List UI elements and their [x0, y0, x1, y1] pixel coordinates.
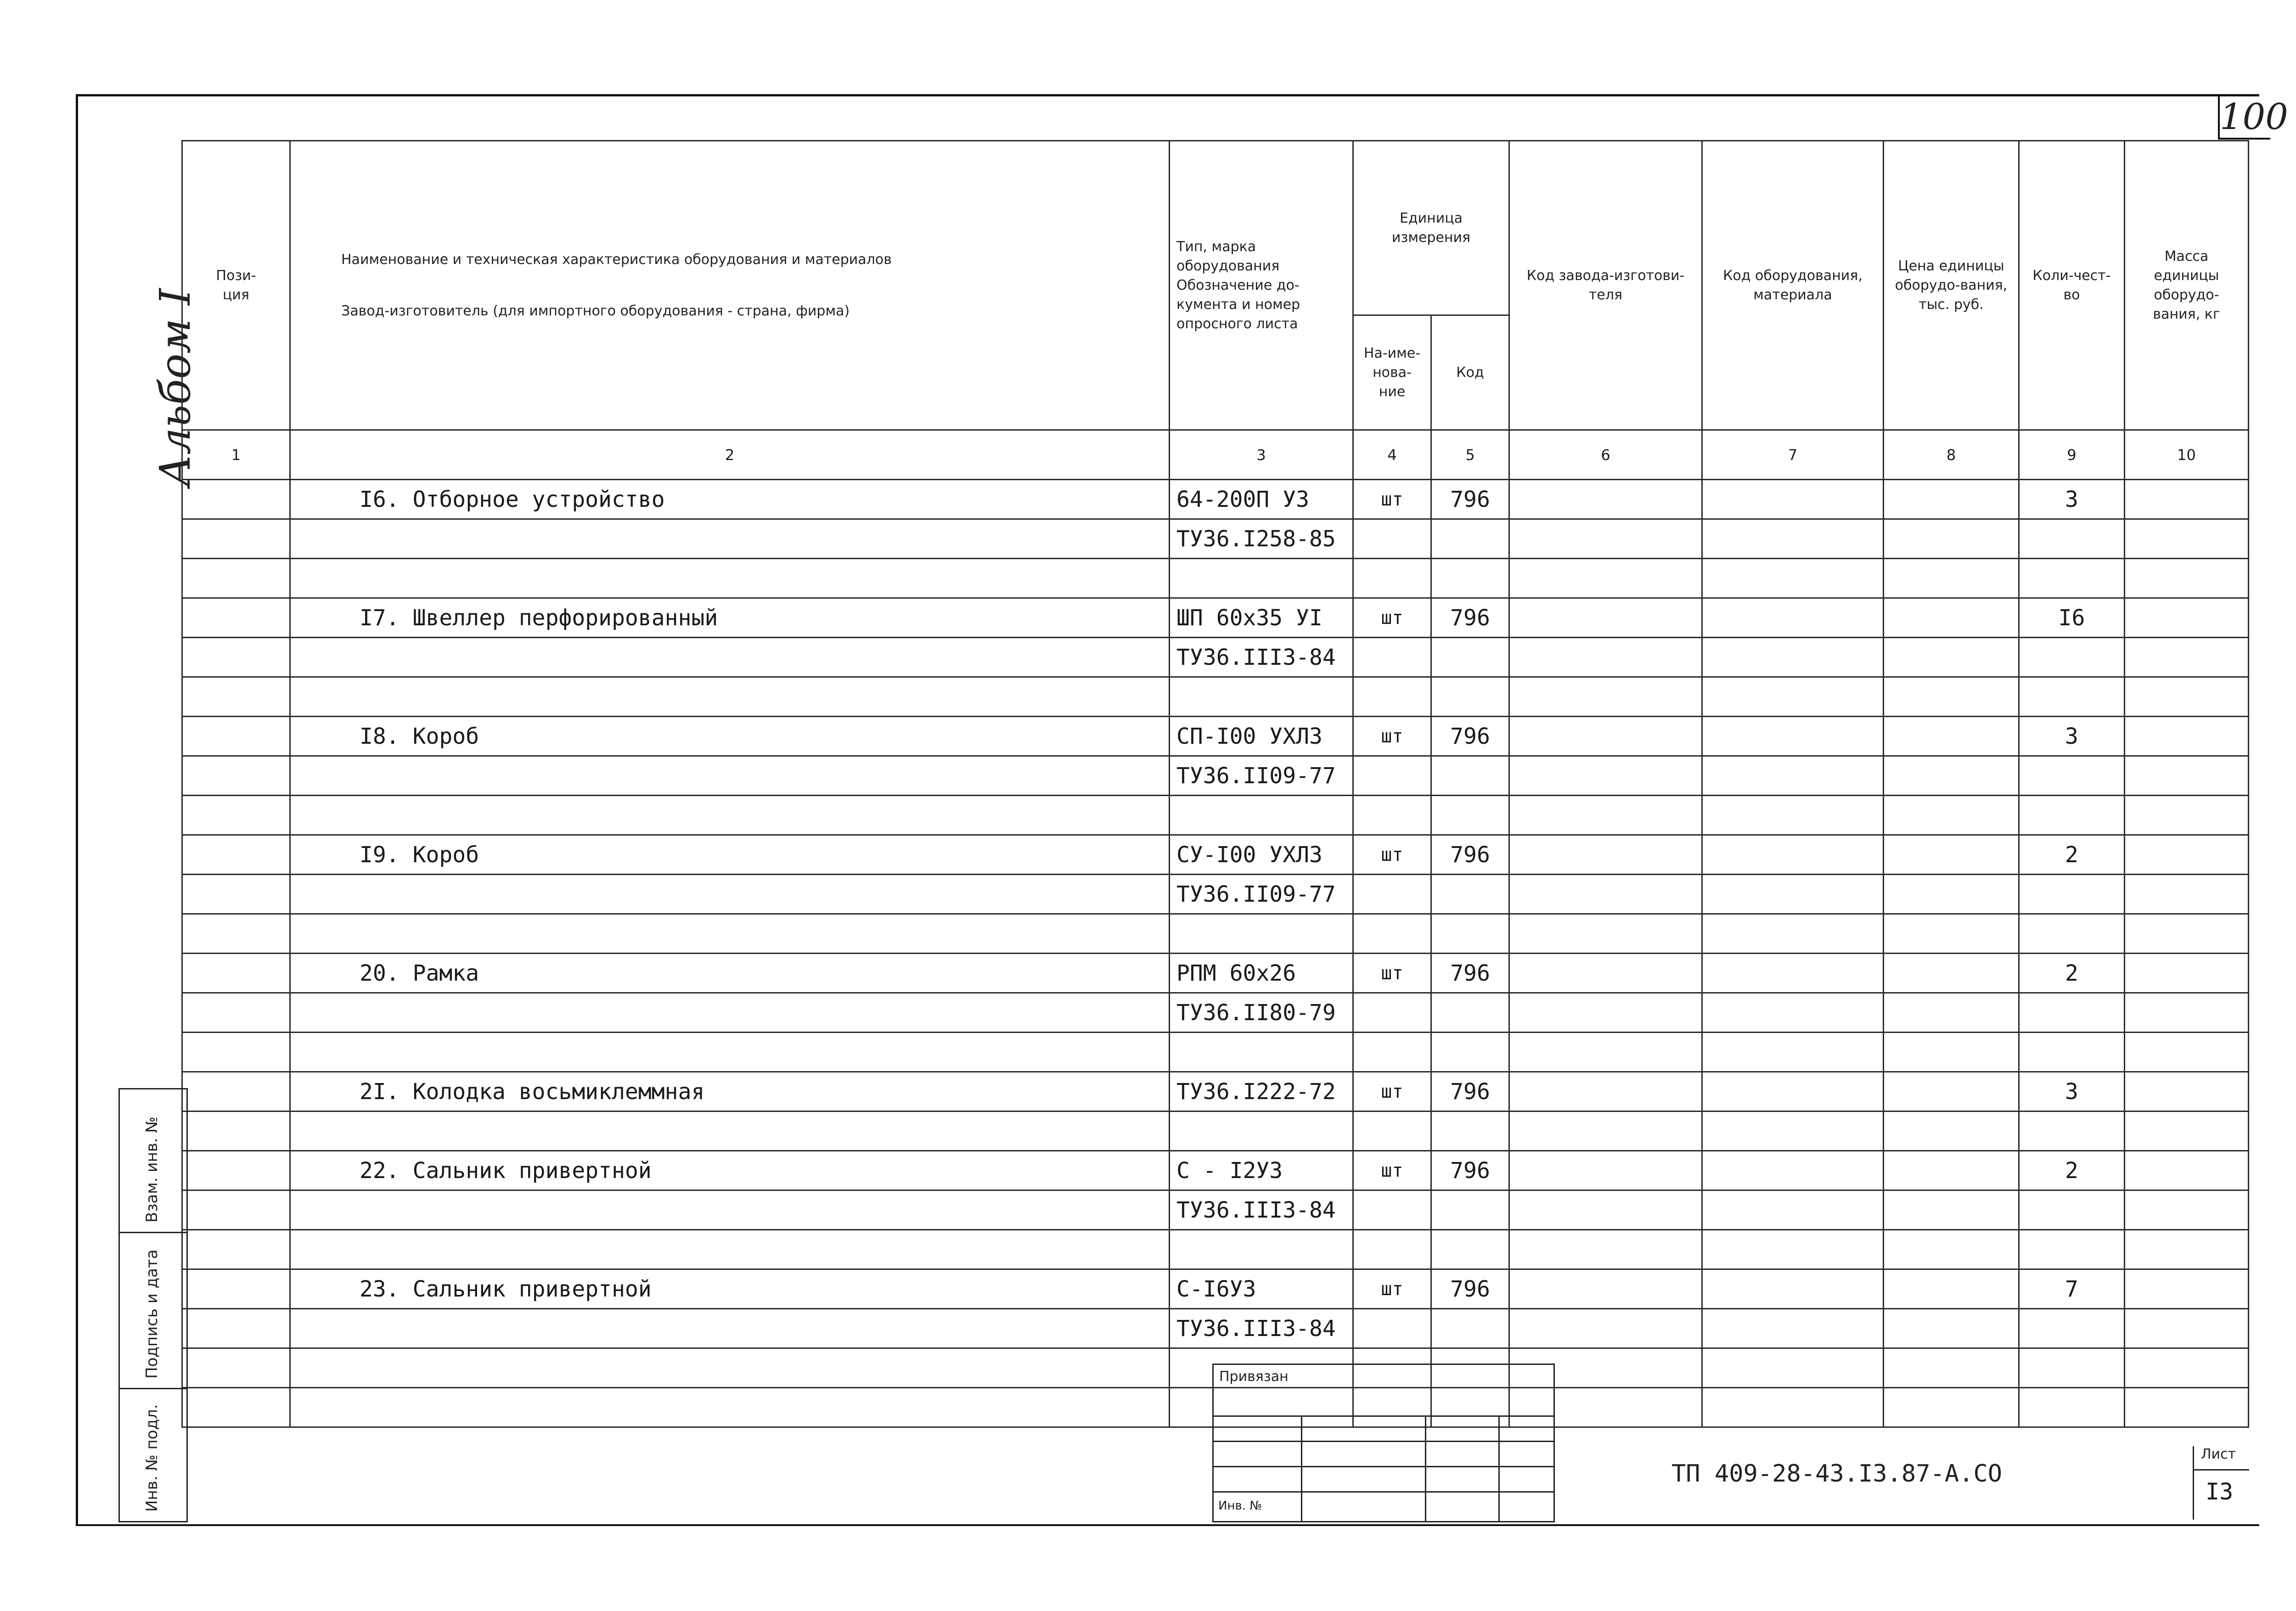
- price-cell: [1884, 519, 2019, 559]
- item-type-cell: [1170, 559, 1353, 598]
- position-cell: [182, 1033, 290, 1072]
- unit-name-cell: шт: [1353, 1151, 1431, 1190]
- price-cell: [1884, 1033, 2019, 1072]
- item-name-cell: [290, 875, 1170, 914]
- price-cell: [1884, 1309, 2019, 1348]
- vendor-code-cell: [1509, 756, 1702, 796]
- equipment-code-cell: [1702, 875, 1884, 914]
- item-name-cell: [290, 1309, 1170, 1348]
- item-type-cell: [1170, 914, 1353, 954]
- unit-name-cell: [1353, 875, 1431, 914]
- side-stamp: [118, 1088, 188, 1522]
- unit-code-cell: [1431, 796, 1509, 835]
- price-cell: [1884, 954, 2019, 993]
- position-cell: [182, 1151, 290, 1190]
- unit-code-cell: [1431, 914, 1509, 954]
- item-name-cell: [290, 638, 1170, 677]
- quantity-cell: [2019, 875, 2125, 914]
- vendor-code-cell: [1509, 1033, 1702, 1072]
- equipment-code-cell: [1702, 717, 1884, 756]
- price-cell: [1884, 559, 2019, 598]
- item-type-cell: [1170, 1230, 1353, 1269]
- vendor-code-cell: [1509, 559, 1702, 598]
- item-name-cell: I6. Отборное устройство: [290, 480, 1170, 519]
- item-name-cell: [290, 1348, 1170, 1388]
- item-type-cell: ТУ36.I258-85: [1170, 519, 1353, 559]
- table-row: [182, 1072, 2249, 1111]
- position-cell: [182, 1309, 290, 1348]
- unit-name-cell: шт: [1353, 1072, 1431, 1111]
- mass-cell: [2125, 519, 2249, 559]
- equipment-code-cell: [1702, 1348, 1884, 1388]
- table-row: [182, 875, 2249, 914]
- position-cell: [182, 638, 290, 677]
- unit-name-cell: [1353, 559, 1431, 598]
- item-type-cell: ТУ36.I222-72: [1170, 1072, 1353, 1111]
- table-row: [182, 638, 2249, 677]
- item-name-cell: 2I. Колодка восьмиклеммная: [290, 1072, 1170, 1111]
- equipment-code-cell: [1702, 519, 1884, 559]
- item-type-cell: С - I2УЗ: [1170, 1151, 1353, 1190]
- item-type-cell: ТУ36.III3-84: [1170, 1190, 1353, 1230]
- unit-code-cell: [1431, 638, 1509, 677]
- vendor-code-cell: [1509, 598, 1702, 638]
- unit-name-cell: [1353, 638, 1431, 677]
- header-unit-name: На-име-нова-ние: [1353, 315, 1431, 430]
- header-name: [290, 141, 1170, 430]
- quantity-cell: [2019, 1033, 2125, 1072]
- quantity-cell: [2019, 993, 2125, 1033]
- vendor-code-cell: [1509, 1111, 1702, 1151]
- bound-label: Привязан: [1219, 1369, 1289, 1385]
- unit-code-cell: [1431, 1190, 1509, 1230]
- price-cell: [1884, 677, 2019, 717]
- unit-name-cell: [1353, 914, 1431, 954]
- column-number: 7: [1702, 430, 1884, 480]
- price-cell: [1884, 1151, 2019, 1190]
- equipment-code-cell: [1702, 638, 1884, 677]
- unit-name-cell: [1353, 519, 1431, 559]
- position-cell: [182, 1348, 290, 1388]
- item-name-cell: I7. Швеллер перфорированный: [290, 598, 1170, 638]
- item-name-cell: 20. Рамка: [290, 954, 1170, 993]
- quantity-cell: [2019, 677, 2125, 717]
- item-name-cell: [290, 796, 1170, 835]
- mass-cell: [2125, 559, 2249, 598]
- column-number: 1: [182, 430, 290, 480]
- equipment-code-cell: [1702, 1111, 1884, 1151]
- position-cell: [182, 519, 290, 559]
- item-type-cell: СП-I00 УХЛЗ: [1170, 717, 1353, 756]
- unit-name-cell: [1353, 1230, 1431, 1269]
- unit-name-cell: шт: [1353, 1269, 1431, 1309]
- vendor-code-cell: [1509, 835, 1702, 875]
- table-row: [182, 519, 2249, 559]
- price-cell: [1884, 1190, 2019, 1230]
- specification-table: [181, 140, 2249, 1428]
- item-type-cell: ТУ36.II09-77: [1170, 756, 1353, 796]
- vendor-code-cell: [1509, 1072, 1702, 1111]
- item-name-cell: [290, 677, 1170, 717]
- vendor-code-cell: [1509, 993, 1702, 1033]
- stamp-label-replaced: Взам. инв. №: [143, 1117, 161, 1223]
- vendor-code-cell: [1509, 717, 1702, 756]
- mass-cell: [2125, 1348, 2249, 1388]
- position-cell: [182, 835, 290, 875]
- unit-name-cell: [1353, 993, 1431, 1033]
- price-cell: [1884, 993, 2019, 1033]
- unit-code-cell: 796: [1431, 480, 1509, 519]
- mass-cell: [2125, 1269, 2249, 1309]
- equipment-code-cell: [1702, 559, 1884, 598]
- position-cell: [182, 677, 290, 717]
- item-name-cell: [290, 993, 1170, 1033]
- mass-cell: [2125, 756, 2249, 796]
- price-cell: [1884, 638, 2019, 677]
- item-type-cell: РПМ 60х26: [1170, 954, 1353, 993]
- unit-name-cell: [1353, 796, 1431, 835]
- quantity-cell: [2019, 638, 2125, 677]
- mass-cell: [2125, 1190, 2249, 1230]
- table-row: [182, 954, 2249, 993]
- sheet-number: I3: [2206, 1478, 2234, 1505]
- vendor-code-cell: [1509, 638, 1702, 677]
- position-cell: [182, 1269, 290, 1309]
- quantity-cell: [2019, 1309, 2125, 1348]
- table-row: [182, 1033, 2249, 1072]
- unit-code-cell: [1431, 519, 1509, 559]
- sheet-box: [2193, 1446, 2249, 1520]
- quantity-cell: 2: [2019, 835, 2125, 875]
- header-vendor-code: Код завода-изготови-теля: [1509, 141, 1702, 430]
- quantity-cell: I6: [2019, 598, 2125, 638]
- position-cell: [182, 1111, 290, 1151]
- price-cell: [1884, 835, 2019, 875]
- vendor-code-cell: [1509, 1151, 1702, 1190]
- mass-cell: [2125, 1309, 2249, 1348]
- position-cell: [182, 914, 290, 954]
- column-number: 6: [1509, 430, 1702, 480]
- equipment-code-cell: [1702, 1033, 1884, 1072]
- item-name-cell: 23. Сальник привертной: [290, 1269, 1170, 1309]
- equipment-code-cell: [1702, 1269, 1884, 1309]
- mass-cell: [2125, 1033, 2249, 1072]
- table-row: [182, 1151, 2249, 1190]
- vendor-code-cell: [1509, 480, 1702, 519]
- document-number: ТП 409-28-43.I3.87-А.СО: [1671, 1460, 2003, 1488]
- mass-cell: [2125, 1072, 2249, 1111]
- unit-name-cell: [1353, 677, 1431, 717]
- table-row: [182, 1269, 2249, 1309]
- equipment-code-cell: [1702, 480, 1884, 519]
- item-type-cell: ТУ36.II80-79: [1170, 993, 1353, 1033]
- table-row: [182, 993, 2249, 1033]
- page-number: 100: [2218, 96, 2270, 140]
- table-row: [182, 1230, 2249, 1269]
- vendor-code-cell: [1509, 519, 1702, 559]
- price-cell: [1884, 1230, 2019, 1269]
- equipment-code-cell: [1702, 1388, 1884, 1427]
- price-cell: [1884, 717, 2019, 756]
- unit-code-cell: 796: [1431, 717, 1509, 756]
- mass-cell: [2125, 677, 2249, 717]
- unit-code-cell: [1431, 1111, 1509, 1151]
- mass-cell: [2125, 875, 2249, 914]
- position-cell: [182, 717, 290, 756]
- position-cell: [182, 954, 290, 993]
- column-number: 4: [1353, 430, 1431, 480]
- price-cell: [1884, 914, 2019, 954]
- equipment-code-cell: [1702, 954, 1884, 993]
- equipment-code-cell: [1702, 1190, 1884, 1230]
- quantity-cell: 3: [2019, 480, 2125, 519]
- unit-code-cell: 796: [1431, 835, 1509, 875]
- vendor-code-cell: [1509, 677, 1702, 717]
- mass-cell: [2125, 835, 2249, 875]
- item-name-cell: I9. Короб: [290, 835, 1170, 875]
- mass-cell: [2125, 638, 2249, 677]
- quantity-cell: [2019, 796, 2125, 835]
- item-name-cell: 22. Сальник привертной: [290, 1151, 1170, 1190]
- title-block-bound: [1212, 1364, 1555, 1522]
- mass-cell: [2125, 914, 2249, 954]
- item-type-cell: ТУ36.II09-77: [1170, 875, 1353, 914]
- item-name-cell: [290, 1190, 1170, 1230]
- equipment-code-cell: [1702, 756, 1884, 796]
- item-type-cell: [1170, 1111, 1353, 1151]
- item-type-cell: [1170, 677, 1353, 717]
- price-cell: [1884, 1072, 2019, 1111]
- column-number: 3: [1170, 430, 1353, 480]
- mass-cell: [2125, 1230, 2249, 1269]
- price-cell: [1884, 756, 2019, 796]
- header-name-line2: Завод-изготовитель (для импортного оборудования - страна, фирма): [341, 303, 850, 319]
- price-cell: [1884, 1111, 2019, 1151]
- column-number: 8: [1884, 430, 2019, 480]
- item-type-cell: ШП 60х35 УI: [1170, 598, 1353, 638]
- stamp-cell: [120, 1232, 186, 1389]
- position-cell: [182, 598, 290, 638]
- position-cell: [182, 1230, 290, 1269]
- inv-label: Инв. №: [1218, 1499, 1262, 1513]
- equipment-code-cell: [1702, 1309, 1884, 1348]
- quantity-cell: [2019, 1348, 2125, 1388]
- header-equipment-code: Код оборудования, материала: [1702, 141, 1884, 430]
- quantity-cell: [2019, 1230, 2125, 1269]
- item-type-cell: 64-200П УЗ: [1170, 480, 1353, 519]
- table-row: [182, 796, 2249, 835]
- equipment-code-cell: [1702, 796, 1884, 835]
- position-cell: [182, 1072, 290, 1111]
- column-number: 10: [2125, 430, 2249, 480]
- price-cell: [1884, 598, 2019, 638]
- item-type-cell: ТУ36.III3-84: [1170, 1309, 1353, 1348]
- unit-code-cell: [1431, 756, 1509, 796]
- unit-name-cell: шт: [1353, 954, 1431, 993]
- item-type-cell: [1170, 1033, 1353, 1072]
- unit-code-cell: 796: [1431, 1072, 1509, 1111]
- sheet-label: Лист: [2201, 1446, 2236, 1462]
- table-row: [182, 717, 2249, 756]
- unit-name-cell: шт: [1353, 480, 1431, 519]
- mass-cell: [2125, 1111, 2249, 1151]
- column-number: 5: [1431, 430, 1509, 480]
- table-row: [182, 835, 2249, 875]
- position-cell: [182, 1190, 290, 1230]
- mass-cell: [2125, 598, 2249, 638]
- vendor-code-cell: [1509, 875, 1702, 914]
- table-row: [182, 559, 2249, 598]
- position-cell: [182, 993, 290, 1033]
- price-cell: [1884, 1388, 2019, 1427]
- item-name-cell: [290, 559, 1170, 598]
- position-cell: [182, 480, 290, 519]
- mass-cell: [2125, 1388, 2249, 1427]
- item-name-cell: [290, 756, 1170, 796]
- stamp-cell: [120, 1388, 186, 1520]
- position-cell: [182, 796, 290, 835]
- item-type-cell: ТУ36.III3-84: [1170, 638, 1353, 677]
- header-unit-code: Код: [1431, 315, 1509, 430]
- unit-code-cell: [1431, 1230, 1509, 1269]
- header-name-line1: Наименование и техническая характеристика оборудования и материалов: [341, 251, 892, 268]
- mass-cell: [2125, 480, 2249, 519]
- quantity-cell: [2019, 559, 2125, 598]
- unit-code-cell: 796: [1431, 598, 1509, 638]
- table-row: [182, 1111, 2249, 1151]
- item-name-cell: [290, 1388, 1170, 1427]
- item-name-cell: [290, 1033, 1170, 1072]
- table-row: [182, 480, 2249, 519]
- unit-name-cell: [1353, 1033, 1431, 1072]
- price-cell: [1884, 480, 2019, 519]
- mass-cell: [2125, 954, 2249, 993]
- quantity-cell: [2019, 1111, 2125, 1151]
- quantity-cell: [2019, 914, 2125, 954]
- position-cell: [182, 875, 290, 914]
- mass-cell: [2125, 1151, 2249, 1190]
- unit-name-cell: шт: [1353, 717, 1431, 756]
- quantity-cell: [2019, 1388, 2125, 1427]
- vendor-code-cell: [1509, 1230, 1702, 1269]
- quantity-cell: 3: [2019, 717, 2125, 756]
- unit-name-cell: [1353, 1309, 1431, 1348]
- quantity-cell: [2019, 1190, 2125, 1230]
- header-mass: Масса единицы оборудо-вания, кг: [2125, 141, 2249, 430]
- vendor-code-cell: [1509, 796, 1702, 835]
- unit-code-cell: [1431, 875, 1509, 914]
- unit-code-cell: 796: [1431, 1269, 1509, 1309]
- equipment-code-cell: [1702, 835, 1884, 875]
- table-row: [182, 677, 2249, 717]
- price-cell: [1884, 1348, 2019, 1388]
- mass-cell: [2125, 796, 2249, 835]
- mass-cell: [2125, 717, 2249, 756]
- header-quantity: Коли-чест-во: [2019, 141, 2125, 430]
- equipment-code-cell: [1702, 1072, 1884, 1111]
- table-row: [182, 914, 2249, 954]
- equipment-code-cell: [1702, 598, 1884, 638]
- equipment-code-cell: [1702, 677, 1884, 717]
- header-position: Пози- ция: [182, 141, 290, 430]
- item-type-cell: [1170, 796, 1353, 835]
- position-cell: [182, 559, 290, 598]
- stamp-cell: [120, 1089, 186, 1233]
- vendor-code-cell: [1509, 954, 1702, 993]
- item-type-cell: С-I6УЗ: [1170, 1269, 1353, 1309]
- equipment-code-cell: [1702, 1230, 1884, 1269]
- unit-code-cell: [1431, 1033, 1509, 1072]
- item-type-cell: СУ-I00 УХЛЗ: [1170, 835, 1353, 875]
- equipment-code-cell: [1702, 914, 1884, 954]
- quantity-cell: 7: [2019, 1269, 2125, 1309]
- column-number: 2: [290, 430, 1170, 480]
- vendor-code-cell: [1509, 914, 1702, 954]
- album-label: Альбом I: [151, 288, 200, 487]
- quantity-cell: 2: [2019, 954, 2125, 993]
- equipment-code-cell: [1702, 1151, 1884, 1190]
- item-name-cell: [290, 519, 1170, 559]
- equipment-code-cell: [1702, 993, 1884, 1033]
- unit-name-cell: шт: [1353, 835, 1431, 875]
- unit-name-cell: [1353, 756, 1431, 796]
- header-type: Тип, марка оборудования Обозначение до-кумента и номер опросного листа: [1170, 141, 1353, 430]
- price-cell: [1884, 875, 2019, 914]
- quantity-cell: 2: [2019, 1151, 2125, 1190]
- header-price: Цена единицы оборудо-вания, тыс. руб.: [1884, 141, 2019, 430]
- unit-code-cell: [1431, 677, 1509, 717]
- vendor-code-cell: [1509, 1269, 1702, 1309]
- unit-code-cell: [1431, 993, 1509, 1033]
- column-number: 9: [2019, 430, 2125, 480]
- unit-name-cell: [1353, 1190, 1431, 1230]
- quantity-cell: [2019, 519, 2125, 559]
- quantity-cell: 3: [2019, 1072, 2125, 1111]
- stamp-label-signature: Подпись и дата: [143, 1249, 161, 1379]
- position-cell: [182, 756, 290, 796]
- item-name-cell: I8. Короб: [290, 717, 1170, 756]
- position-cell: [182, 1388, 290, 1427]
- vendor-code-cell: [1509, 1190, 1702, 1230]
- quantity-cell: [2019, 756, 2125, 796]
- price-cell: [1884, 1269, 2019, 1309]
- header-unit-group: Единица измерения: [1353, 141, 1509, 315]
- item-name-cell: [290, 1230, 1170, 1269]
- vendor-code-cell: [1509, 1309, 1702, 1348]
- unit-name-cell: шт: [1353, 598, 1431, 638]
- table-row: [182, 756, 2249, 796]
- price-cell: [1884, 796, 2019, 835]
- unit-code-cell: 796: [1431, 954, 1509, 993]
- unit-code-cell: [1431, 1309, 1509, 1348]
- table-row: [182, 598, 2249, 638]
- mass-cell: [2125, 993, 2249, 1033]
- item-name-cell: [290, 1111, 1170, 1151]
- table-row: [182, 1190, 2249, 1230]
- stamp-label-inventory: Инв. № подл.: [143, 1404, 161, 1512]
- unit-name-cell: [1353, 1111, 1431, 1151]
- unit-code-cell: 796: [1431, 1151, 1509, 1190]
- unit-code-cell: [1431, 559, 1509, 598]
- table-row: [182, 1309, 2249, 1348]
- item-name-cell: [290, 914, 1170, 954]
